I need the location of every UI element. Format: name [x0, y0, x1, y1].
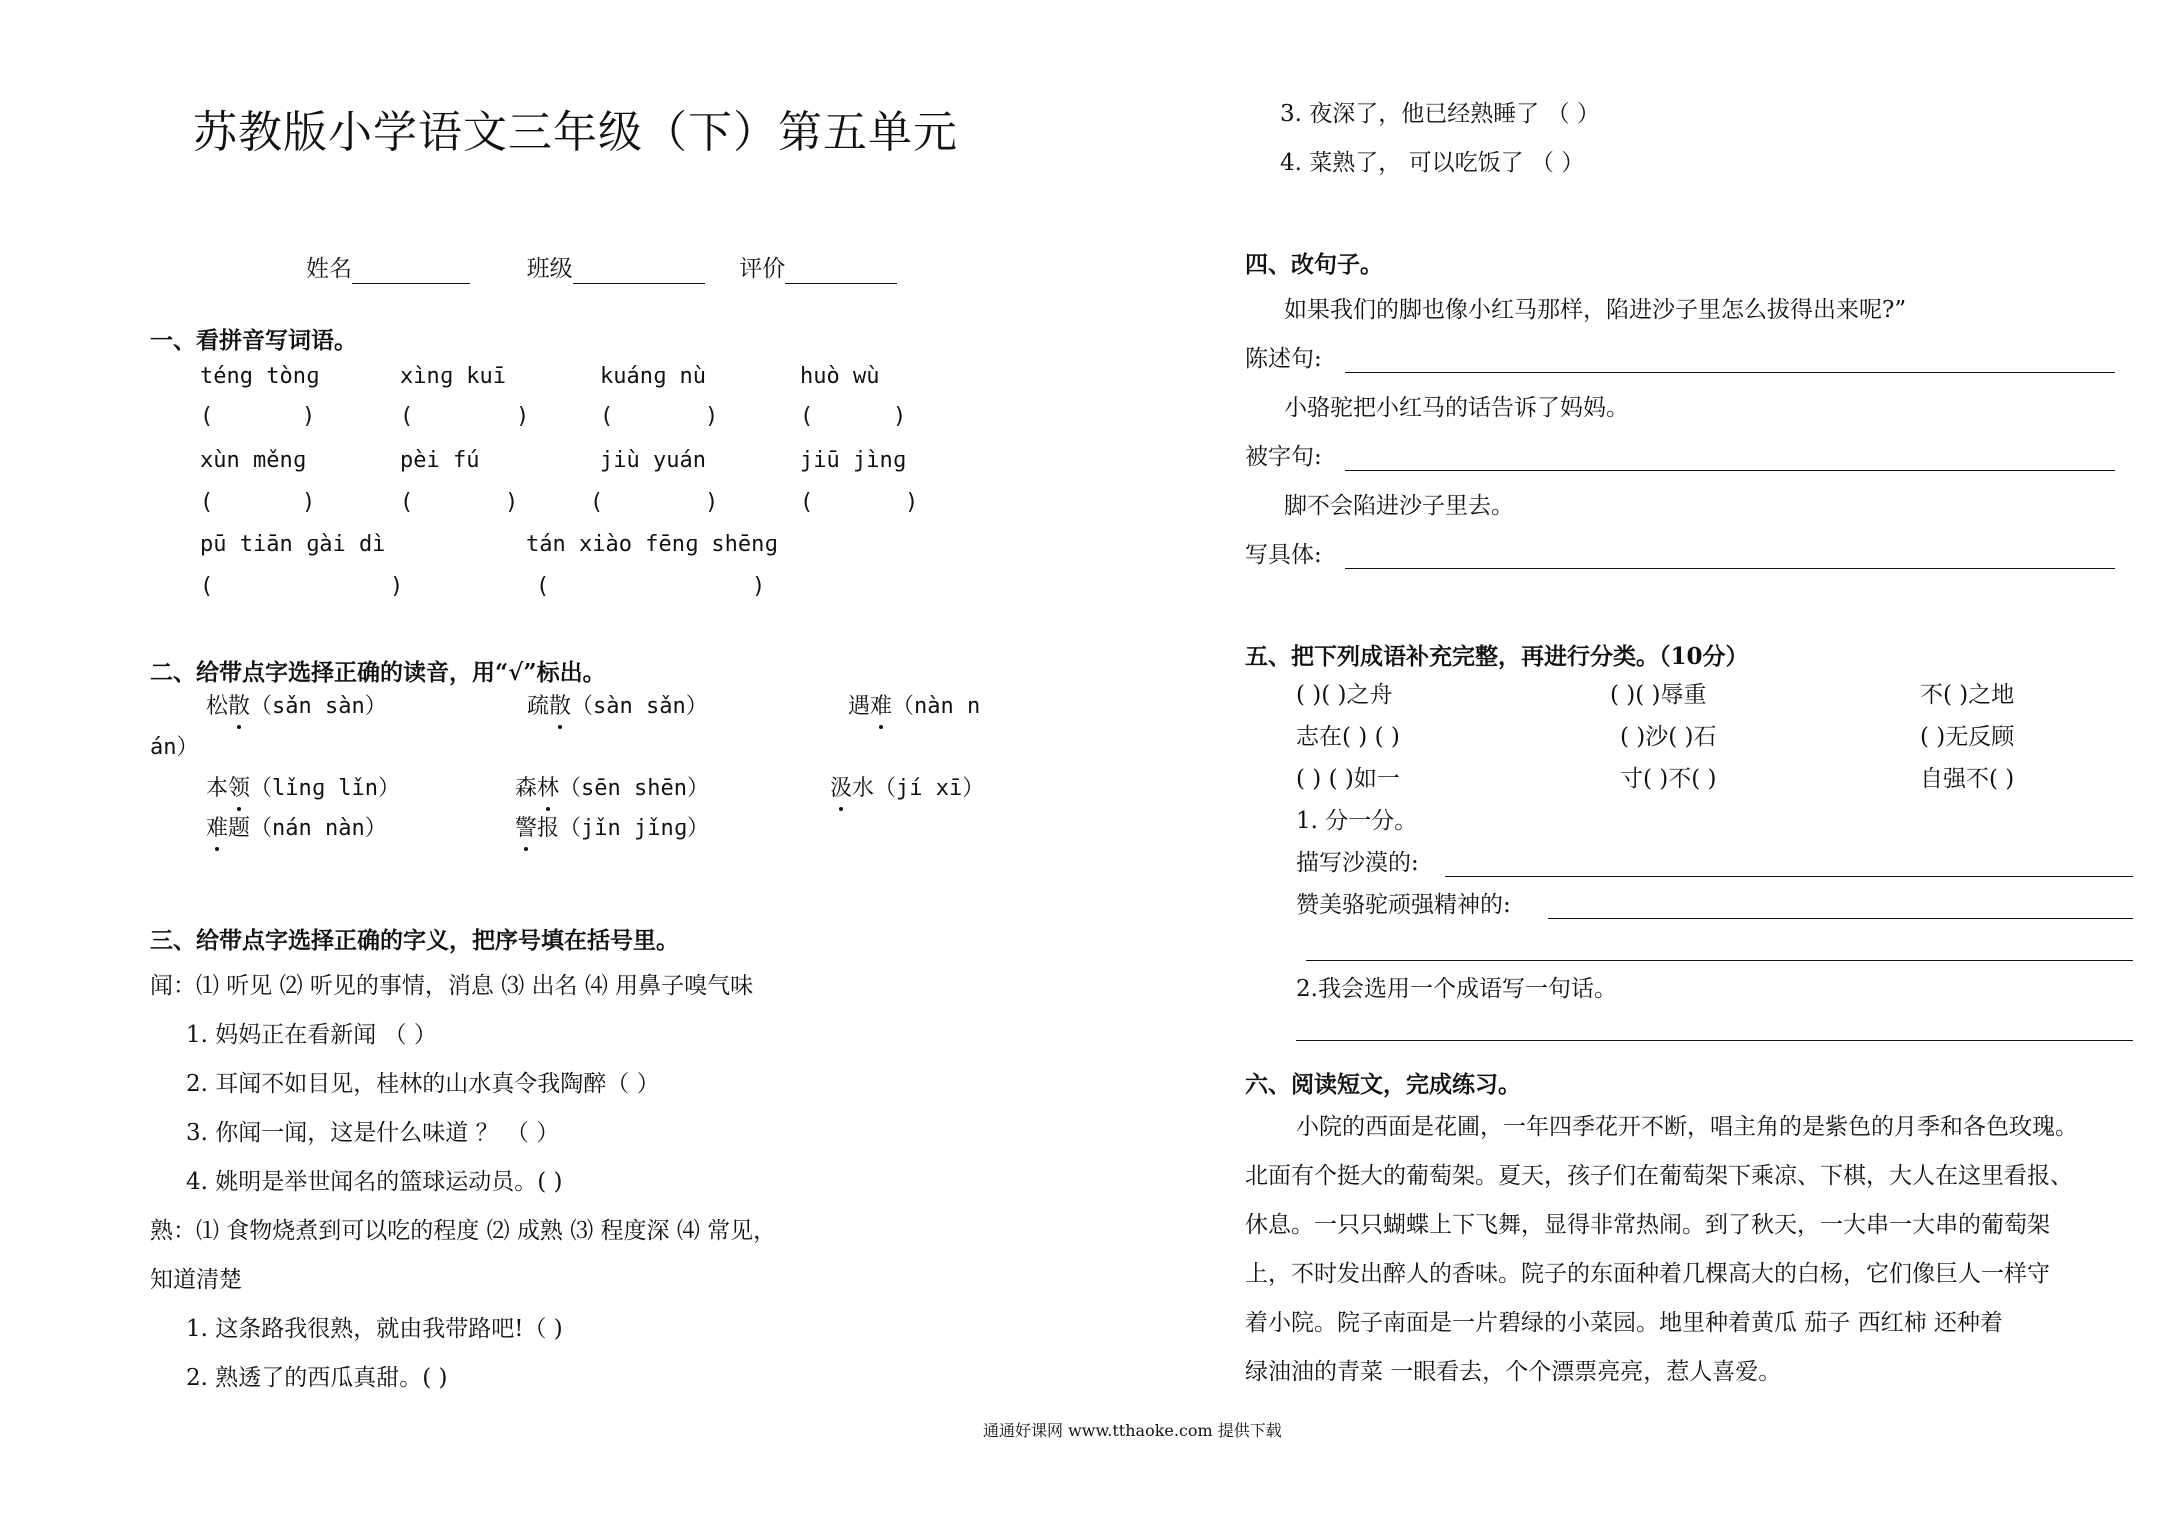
pinyin-item: tán xiào fēnɡ shēnɡ [526, 532, 778, 557]
dotted-char: 汲 [830, 774, 852, 804]
reading-item: 森林（sēn shēn） [515, 774, 709, 804]
answer-paren-close: ) [302, 404, 316, 429]
section-6-heading: 六、阅读短文，完成练习。 [1245, 1071, 1521, 1098]
idiom-item: 寸( )不( ) [1620, 766, 1717, 792]
shu-definitions: 熟：⑴ 食物烧煮到可以吃的程度 ⑵ 成熟 ⑶ 程度深 ⑷ 常见， [150, 1218, 777, 1244]
declarative-label: 陈述句: [1245, 346, 1322, 372]
sentence-question: 如果我们的脚也像小红马那样，陷进沙子里怎么拔得出来呢?” [1284, 297, 1907, 323]
reading-item: 警报（jǐn jǐnɡ） [515, 814, 709, 844]
camel-answer-line[interactable] [1548, 918, 2133, 919]
shu-item: 1. 这条路我很熟，就由我带路吧!（ ) [186, 1316, 563, 1342]
name-label: 姓名 [306, 256, 352, 282]
answer-paren-close: ) [705, 490, 719, 515]
pinyin-item: pèi fú [400, 448, 480, 473]
wen-item: 2. 耳闻不如目见，桂林的山水真令我陶醉（ ） [186, 1071, 660, 1097]
answer-paren-close: ) [905, 490, 919, 515]
reading-item: 疏散（sàn sǎn） [527, 692, 708, 722]
answer-paren-close: ) [390, 574, 404, 599]
shu-item: 4. 菜熟了， 可以吃饭了 （ ） [1280, 150, 1585, 176]
reading-item: 松散（sǎn sàn） [206, 692, 387, 722]
pinyin-item: jiū jìnɡ [800, 448, 906, 473]
passage-line: 绿油油的青菜 一眼看去，个个漂票亮亮，惹人喜爱。 [1245, 1359, 1782, 1385]
pinyin-item: huò wù [800, 364, 880, 389]
answer-paren-open: ( [536, 574, 550, 599]
dotted-char: 散 [228, 692, 250, 722]
camel-label: 赞美骆驼顽强精神的: [1296, 892, 1511, 918]
pinyin-item: xìnɡ kuī [400, 364, 506, 389]
answer-paren-open: ( [200, 404, 214, 429]
pinyin-item: pū tiān ɡài dì [200, 532, 386, 557]
wen-definitions: 闻：⑴ 听见 ⑵ 听见的事情，消息 ⑶ 出名 ⑷ 用鼻子嗅气味 [150, 973, 754, 999]
idiom-item: ( )沙( )石 [1620, 724, 1717, 750]
pinyin-item: téng tònɡ [200, 364, 320, 389]
answer-paren-close: ) [752, 574, 766, 599]
idiom-item: ( )无反顾 [1920, 724, 2015, 750]
answer-paren-open: ( [200, 490, 214, 515]
classify-instruction: 1. 分一分。 [1296, 808, 1418, 834]
passage-line: 休息。一只只蝴蝶上下飞舞，显得非常热闹。到了秋天，一大串一大串的葡萄架 [1245, 1212, 2050, 1238]
answer-paren-open: ( [800, 404, 814, 429]
footer-source: 通通好课网 www.tthaoke.com 提供下载 [983, 1421, 1282, 1440]
answer-paren-open: ( [400, 490, 414, 515]
section-4-heading: 四、改句子。 [1245, 251, 1383, 278]
wen-item: 1. 妈妈正在看新闻 （ ） [186, 1022, 437, 1048]
answer-paren-open: ( [400, 404, 414, 429]
passage-line: 着小院。院子南面是一片碧绿的小菜园。地里种着黄瓜 茄子 西红柿 还种着 [1245, 1310, 2003, 1336]
reading-item: 本领（lǐnɡ lǐn） [206, 774, 400, 804]
detail-label: 写具体: [1245, 542, 1322, 568]
answer-paren-close: ) [893, 404, 907, 429]
idiom-item: ( )( )之舟 [1296, 682, 1393, 708]
student-info [306, 254, 897, 284]
grade-label: 评价 [739, 256, 786, 282]
detail-answer-line[interactable] [1345, 568, 2115, 569]
section-3-heading: 三、给带点字选择正确的字义，把序号填在括号里。 [150, 927, 679, 954]
page-title: 苏教版小学语文三年级（下）第五单元 [193, 107, 958, 158]
dotted-char: 林 [537, 774, 559, 804]
reading-item: 遇难（nàn n [848, 692, 980, 722]
answer-paren-close: ) [516, 404, 530, 429]
passive-answer-line[interactable] [1345, 470, 2115, 471]
idiom-item: ( ) ( )如一 [1296, 766, 1400, 792]
pinyin-item: kuánɡ nù [600, 364, 706, 389]
passage-line: 北面有个挺大的葡萄架。夏天，孩子们在葡萄架下乘凉、下棋，大人在这里看报、 [1245, 1163, 2073, 1189]
idiom-item: ( )( )辱重 [1610, 682, 1707, 708]
shu-item: 2. 熟透了的西瓜真甜。( ) [186, 1365, 448, 1391]
pinyin-item: xùn měnɡ [200, 448, 306, 473]
shu-item: 3. 夜深了，他已经熟睡了 （ ） [1280, 101, 1600, 127]
sentence-question: 小骆驼把小红马的话告诉了妈妈。 [1284, 395, 1629, 421]
dotted-char: 散 [549, 692, 571, 722]
dotted-char: 领 [228, 774, 250, 804]
answer-paren-open: ( [800, 490, 814, 515]
idiom-item: 不( )之地 [1920, 682, 2015, 708]
section-1-heading: 一、看拼音写词语。 [150, 327, 357, 354]
answer-paren-close: ) [302, 490, 316, 515]
wen-item: 3. 你闻一闻，这是什么味道 ？ （ ） [186, 1120, 560, 1146]
section-2-heading: 二、给带点字选择正确的读音，用“√”标出。 [150, 659, 606, 686]
passage-line: 小院的西面是花圃，一年四季花开不断，唱主角的是紫色的月季和各色玫瑰。 [1296, 1114, 2078, 1140]
reading-item: 难题（nán nàn） [206, 814, 387, 844]
answer-paren-open: ( [600, 404, 614, 429]
idiom-item: 志在( ) ( ) [1296, 724, 1400, 750]
section-5-heading: 五、把下列成语补充完整，再进行分类。（10分） [1245, 643, 1749, 670]
grade-field[interactable] [785, 261, 897, 284]
dotted-char: 难 [206, 814, 228, 844]
shu-definitions-cont: 知道清楚 [150, 1267, 242, 1293]
dotted-char: 警 [515, 814, 537, 844]
desert-label: 描写沙漠的: [1296, 850, 1419, 876]
answer-paren-open: ( [200, 574, 214, 599]
desert-answer-line[interactable] [1445, 876, 2133, 877]
passive-label: 被字句: [1245, 444, 1322, 470]
dotted-char: 难 [870, 692, 892, 722]
declarative-answer-line[interactable] [1345, 372, 2115, 373]
name-field[interactable] [352, 261, 470, 284]
class-label: 班级 [526, 256, 573, 282]
reading-item: 汲水（jí xī） [830, 774, 984, 804]
idiom-item: 自强不( ) [1920, 766, 2015, 792]
sentence-question: 脚不会陷进沙子里去。 [1284, 493, 1514, 519]
answer-paren-close: ) [705, 404, 719, 429]
pinyin-item: jiù yuán [600, 448, 706, 473]
sentence-answer-line[interactable] [1296, 1040, 2133, 1041]
answer-paren-close: ) [505, 490, 519, 515]
sentence-instruction: 2.我会选用一个成语写一句话。 [1296, 976, 1617, 1002]
class-field[interactable] [573, 261, 705, 284]
answer-paren-open: ( [590, 490, 604, 515]
reading-item-wrap: án） [150, 735, 199, 760]
passage-line: 上，不时发出醉人的香味。院子的东面种着几棵高大的白杨，它们像巨人一样守 [1245, 1261, 2050, 1287]
camel-answer-line-2[interactable] [1306, 960, 2133, 961]
wen-item: 4. 姚明是举世闻名的篮球运动员。( ) [186, 1169, 563, 1195]
